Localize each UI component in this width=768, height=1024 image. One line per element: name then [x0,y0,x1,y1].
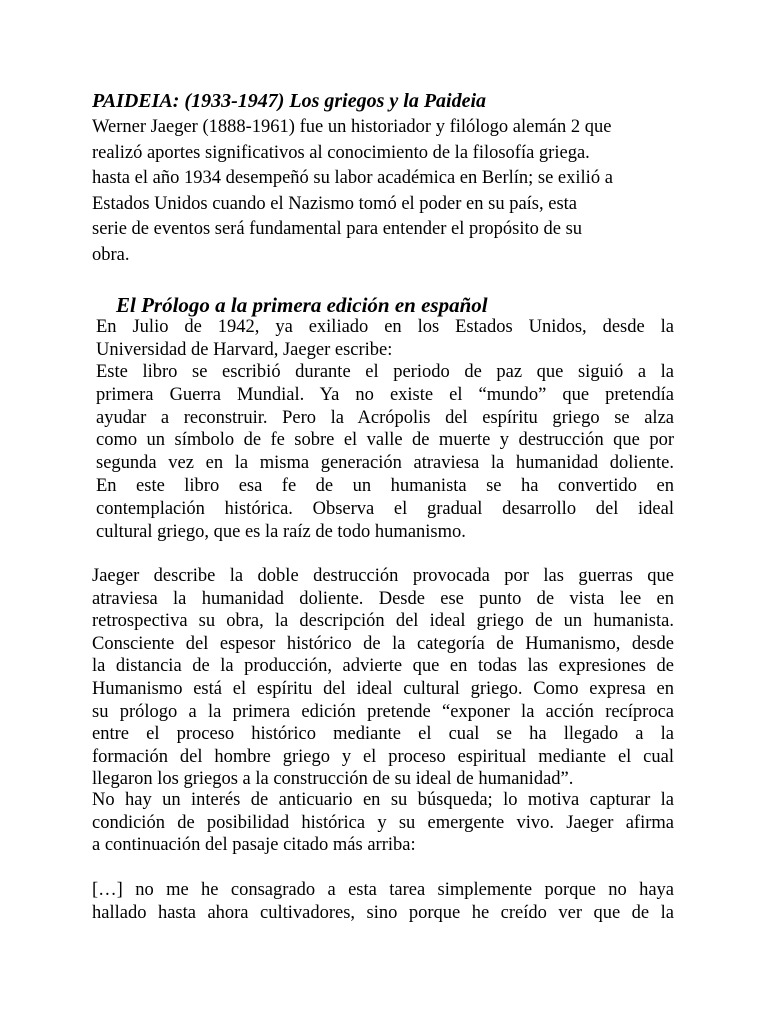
quote-line: cultural griego, que es la raíz de todo humanismo. [96,521,466,542]
section-intro-paragraph [96,316,674,362]
analysis-line: retrospectiva su obra, la descripción del ideal griego de un humanista. [92,611,674,632]
analysis-line: formación del hombre griego y el proceso espiritual mediante el cual [92,746,674,767]
quote-line: como un símbolo de fe sobre el valle de muerte y destrucción que por [96,430,674,451]
intro-line: hasta el año 1934 desempeñó su labor académica en Berlín; se exilió a [92,168,613,189]
analysis-paragraph [92,565,674,791]
intro-line: Estados Unidos cuando el Nazismo tomó el poder en su país, esta [92,193,578,214]
citation-line: hallado hasta ahora cultivadores, sino porque he creído ver que de la [92,902,674,923]
analysis-line: su prólogo a la primera edición pretende “exponer la acción recíproca [92,701,674,722]
quote-line: segunda vez en la misma generación atraviesa la humanidad doliente. [96,453,674,474]
intro-line: Werner Jaeger (1888-1961) fue un historiador y filólogo alemán 2 que [92,117,612,137]
quote-line: contemplación histórica. Observa el gradual desarrollo del ideal [96,498,674,519]
analysis-line: llegaron los griegos a la construcción de su ideal de humanidad”. [92,769,574,790]
intro-line: realizó aportes significativos al conocimiento de la filosofía griega. [92,142,590,163]
analysis-line: Consciente del espesor histórico de la categoría de Humanismo, desde [92,633,674,654]
motive-line: a continuación del pasaje citado más arriba: [92,835,416,856]
motive-paragraph [92,789,674,857]
citation-line: […] no me he consagrado a esta tarea simplemente porque no haya [92,880,674,900]
section-heading: El Prólogo a la primera edición en español [116,293,488,317]
intro-line: serie de eventos será fundamental para entender el propósito de su [92,219,583,240]
section-intro-line: Universidad de Harvard, Jaeger escribe: [96,339,393,360]
motive-line: No hay un interés de anticuario en su búsqueda; lo motiva capturar la [92,790,674,810]
citation-paragraph [92,879,674,924]
section-intro-line: En Julio de 1942, ya exiliado en los Estados Unidos, desde la [96,317,674,337]
intro-paragraph [92,115,692,269]
document-title: PAIDEIA: (1933-1947) Los griegos y la Paideia [92,90,487,112]
analysis-line: entre el proceso histórico mediante el cual se ha llegado a la [92,724,674,745]
quote-paragraph [96,361,674,543]
quote-line: Este libro se escribió durante el periodo de paz que siguió a la [96,362,674,382]
analysis-line: Jaeger describe la doble destrucción provocada por las guerras que [92,566,674,586]
quote-line: primera Guerra Mundial. Ya no existe el “mundo” que pretendía [96,384,674,405]
quote-line: ayudar a reconstruir. Pero la Acrópolis del espíritu griego se alza [96,407,674,428]
motive-line: condición de posibilidad histórica y su emergente vivo. Jaeger afirma [92,812,674,833]
analysis-line: Humanismo está el espíritu del ideal cultural griego. Como expresa en [92,678,674,699]
quote-line: En este libro esa fe de un humanista se ha convertido en [96,475,674,496]
intro-line: obra. [92,244,130,265]
analysis-line: atraviesa la humanidad doliente. Desde ese punto de vista lee en [92,588,674,609]
analysis-line: la distancia de la producción, advierte que en todas las expresiones de [92,656,674,677]
